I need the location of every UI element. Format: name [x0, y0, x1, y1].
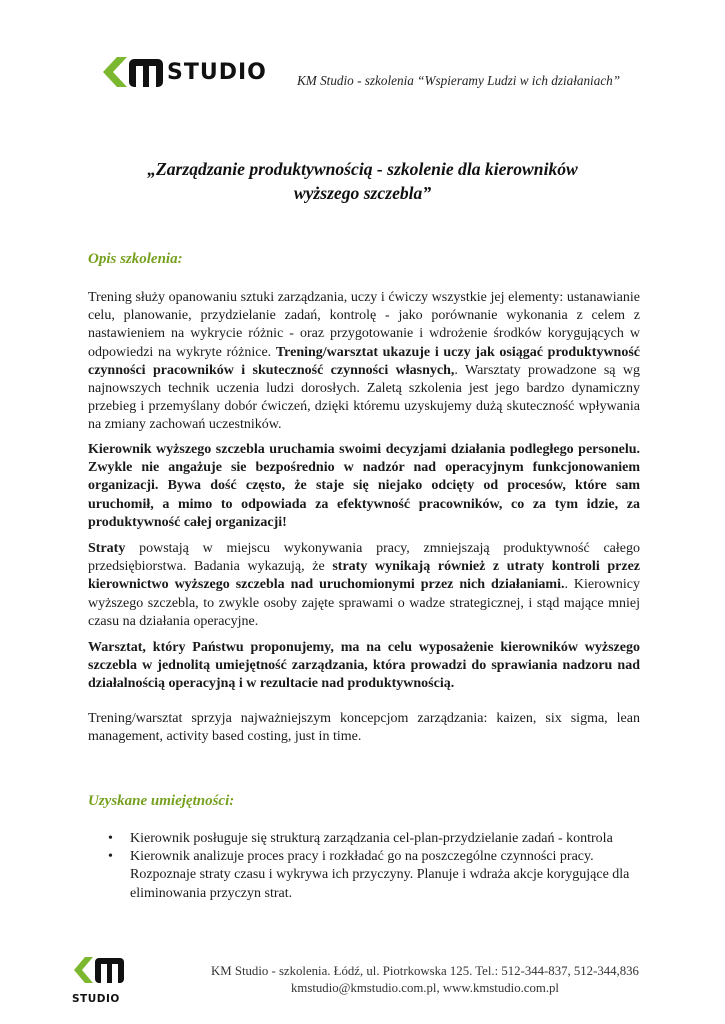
- list-item-text: Kierownik posługuje się strukturą zarządzania cel-plan-przydzielanie zadań - kontrola: [130, 831, 613, 846]
- km-logo-mark-icon: [101, 55, 165, 89]
- footer-logo: [72, 954, 126, 1005]
- bullet-icon: •: [108, 831, 113, 846]
- document-title: [60, 157, 665, 205]
- paragraph-warsztat: [88, 639, 640, 694]
- skills-list: [88, 830, 648, 903]
- paragraph-straty-part-1: powstają w miejscu wykonywania pracy, zmniejszają produktywność całego przedsiębiorstwa. Badania wykazują, że: [88, 541, 640, 575]
- list-item: [88, 848, 648, 903]
- paragraph-straty-part-2: . Kierownicy wyższego szczebla, to zwykle osoby zajęte sprawami o wadze strategicznej, i stąd mające mniej czasu na działania operacyjne.: [88, 577, 640, 629]
- paragraph-intro-part-2: . Warsztaty prowadzone są wg najnowszych technik uczenia ludzi dorosłych. Zaletą szkolenia jest jego bardzo dynamiczny przebieg i przemyślany dobór ćwiczeń, dzięki któremu uzyskujemy dużą skuteczność wpływania na zmiany zachowań uczestników.: [88, 362, 640, 433]
- paragraph-straty-lead: Straty: [88, 541, 126, 556]
- header-tagline: KM Studio - szkolenia “Wspieramy Ludzi w ich działaniach”: [297, 73, 621, 88]
- paragraph-intro: [88, 289, 640, 435]
- footer-contact: [170, 963, 680, 997]
- header-logo: [101, 55, 267, 89]
- bullet-icon: •: [108, 849, 113, 865]
- section-heading-umiejetnosci: Uzyskane umiejętności:: [88, 793, 235, 809]
- paragraph-kierownik-text: Kierownik wyższego szczebla uruchamia swoimi decyzjami działania podległego personelu. Zwykle nie angażuje sie bezpośrednio w nadzór nad operacyjnym funkcjonowaniem organizacji. Bywa dość często, że staje się niejako odcięty od procesów, które sam uruchomił, a mimo to odpowiada za efektywność pracowników, co za tym idzie, za produktywność całej organizacji!: [88, 442, 640, 530]
- paragraph-straty: [88, 540, 640, 631]
- list-item: [88, 830, 648, 848]
- paragraph-intro-part-1: Trening służy opanowaniu sztuki zarządzania, uczy i ćwiczy wszystkie jej elementy: ustanawianie celu, planowanie, przydzielanie zadań, kontrolę - jako porównanie wykonania z celem z nastawieniem na wykrycie różnic - oraz przygotowanie i wdrożenie środków korygujących w odpowiedzi na wykryte różnice.: [88, 290, 640, 360]
- logo-wordmark: STUDIO: [167, 59, 267, 85]
- list-item-text: Kierownik analizuje proces pracy i rozkładać go na poszczególne czynności pracy. Rozpoznaje straty czasu i wykrywa ich przyczyny. Planuje i wdraża akcje korygujące dla eliminowania przyczyn strat.: [130, 849, 630, 901]
- paragraph-koncepcje: Trening/warsztat sprzyja najważniejszym koncepcjom zarządzania: kaizen, six sigma, lean management, activity based costing, just in time.: [88, 711, 640, 745]
- footer-address: KM Studio - szkolenia. Łódź, ul. Piotrkowska 125. Tel.: 512-344-837, 512-344,836: [211, 964, 639, 978]
- paragraph-warsztat-text: Warsztat, który Państwu proponujemy, ma na celu wyposażenie kierowników wyższego szczebla w jednolitą umiejętność zarządzania, która prowadzi do sprawiania nadzoru nad działalnością operacyjną i w rezultacie nad produktywnością.: [88, 640, 640, 692]
- paragraph-straty-bold: straty wynikają również z utraty kontroli przez kierownictwo wyższego szczebla nad uruchomionymi przez nich działaniami.: [88, 559, 640, 593]
- section-heading-opis: Opis szkolenia:: [88, 251, 183, 267]
- title-line-1: „Zarządzanie produktywnością - szkolenie dla kierowników: [147, 159, 578, 179]
- footer-logo-wordmark: STUDIO: [72, 993, 120, 1005]
- footer-links: kmstudio@kmstudio.com.pl, www.kmstudio.com.pl: [291, 981, 559, 995]
- title-line-2: wyższego szczebla”: [293, 183, 432, 203]
- paragraph-intro-bold: Trening/warsztat ukazuje i uczy jak osiągać produktywność czynności pracowników i skuteczność czynności własnych,: [88, 344, 640, 378]
- footer-km-logo-icon: [72, 973, 126, 990]
- paragraph-kierownik: [88, 441, 640, 532]
